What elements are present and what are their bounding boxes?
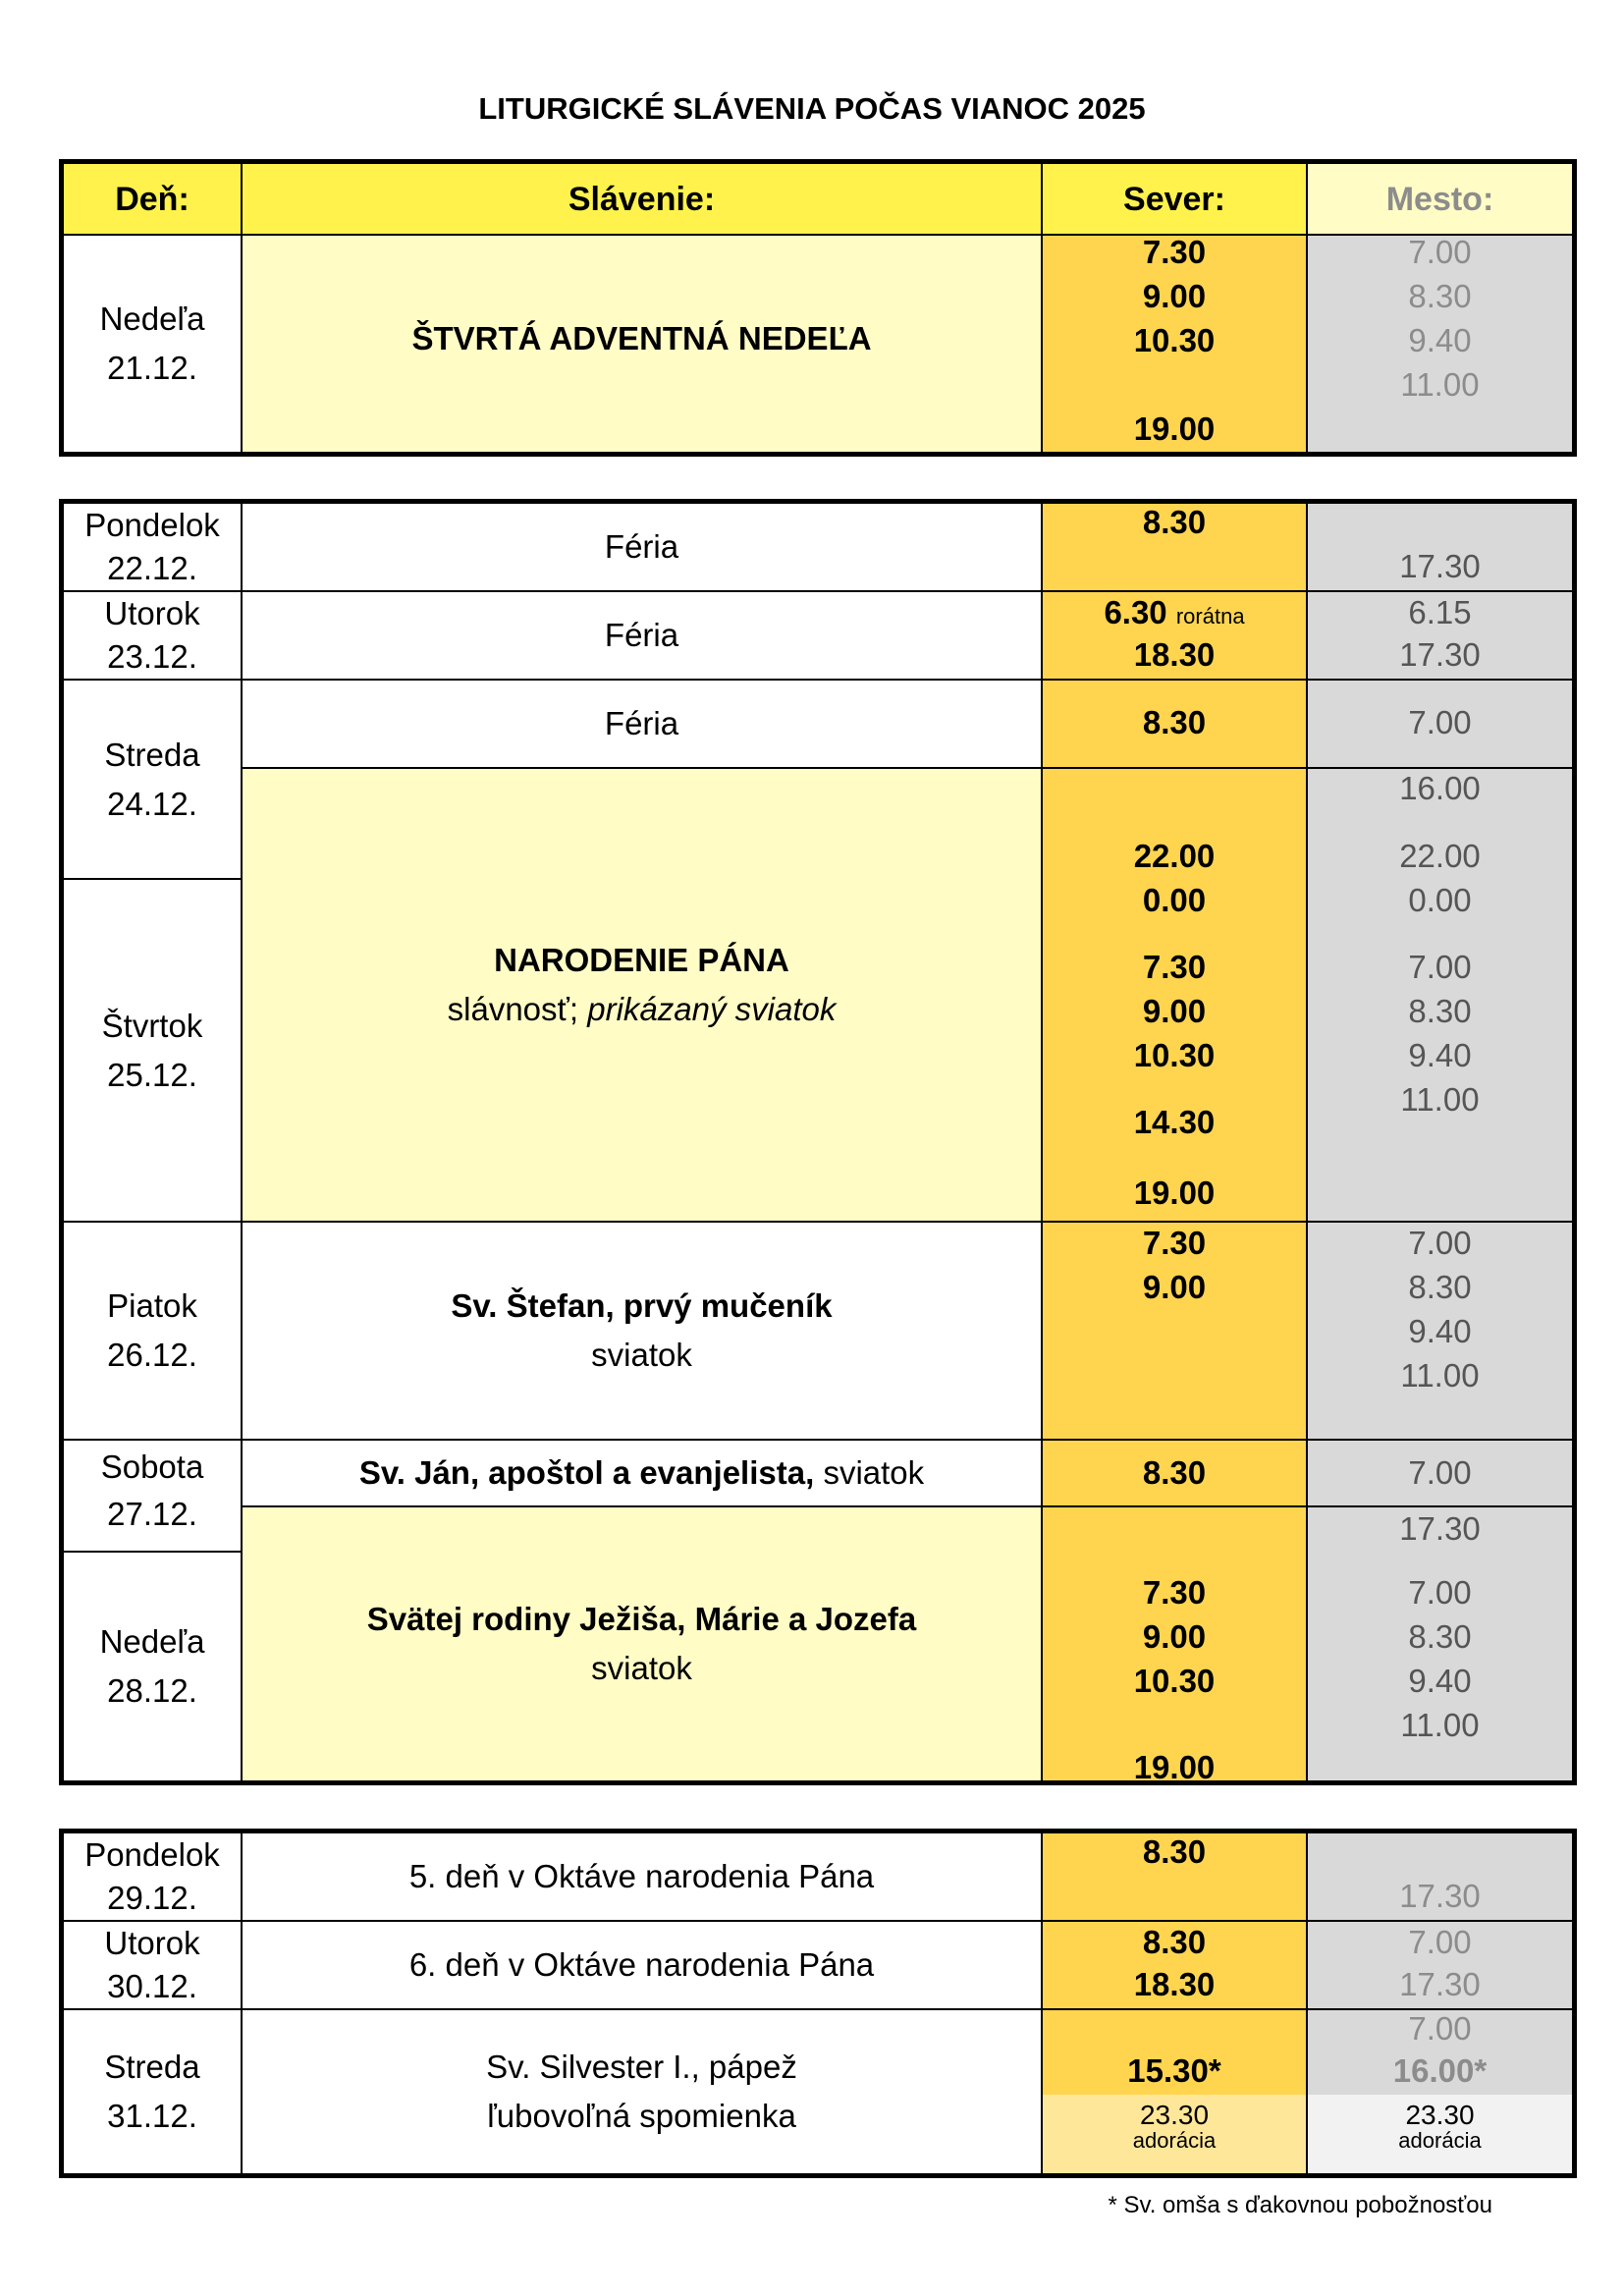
north-times [1042, 1832, 1307, 1921]
celebration-title: Sv. Silvester I., pápež [486, 2049, 797, 2085]
north-times [1042, 1440, 1307, 1506]
time: 7.30 [1142, 949, 1207, 985]
day-date: 26.12. [107, 1337, 197, 1373]
time: 8.30 [1408, 278, 1472, 314]
time: 22.00 [1399, 838, 1481, 874]
time: 7.00 [1408, 1574, 1472, 1611]
day-cell [63, 1222, 242, 1440]
time: 16.00 [1399, 770, 1481, 806]
day-date: 25.12. [107, 1056, 197, 1093]
day-cell [63, 879, 242, 1222]
header-north: Sever: [1042, 163, 1307, 235]
time: 9.40 [1408, 322, 1472, 358]
time: 8.30 [1408, 993, 1472, 1029]
north-times [1042, 2009, 1307, 2174]
time: 17.30 [1399, 636, 1481, 673]
header-celebration: Slávenie: [242, 163, 1042, 235]
north-times [1042, 503, 1307, 591]
city-times [1307, 503, 1573, 591]
time: 7.00 [1408, 234, 1472, 270]
celebration-cell [242, 1832, 1042, 1921]
day-name: Pondelok [84, 507, 220, 543]
time: 10.30 [1133, 322, 1216, 358]
day-name: Nedeľa [99, 301, 205, 337]
time: 9.00 [1142, 278, 1207, 314]
time: 11.00 [1400, 1357, 1480, 1394]
day-name: Štvrtok [101, 1007, 203, 1044]
time: 17.30 [1399, 548, 1481, 584]
time: 7.30 [1142, 1225, 1207, 1261]
time: 15.30* [1127, 2052, 1221, 2089]
day-cell [63, 591, 242, 680]
time: 6.15 [1408, 594, 1472, 630]
city-times [1307, 1222, 1573, 1440]
celebration-title: NARODENIE PÁNA [494, 942, 789, 978]
celebration-title: 5. deň v Oktáve narodenia Pána [408, 1858, 875, 1894]
day-cell [63, 1552, 242, 1781]
header-day: Deň: [63, 163, 242, 235]
celebration-rank: sviatok [591, 1337, 692, 1373]
adoration-time: 23.30 [1405, 2100, 1475, 2130]
time [1043, 590, 1306, 634]
time: 9.00 [1142, 1269, 1207, 1305]
day-date: 23.12. [107, 638, 197, 675]
time: 11.00 [1400, 1707, 1480, 1743]
celebration-rank: sviatok [823, 1454, 925, 1491]
celebration-title: 6. deň v Oktáve narodenia Pána [408, 1946, 875, 1983]
celebration-cell [242, 1506, 1042, 1781]
time: 9.40 [1408, 1313, 1472, 1349]
day-date: 24.12. [107, 785, 197, 822]
day-cell [63, 1921, 242, 2009]
time: 7.30 [1142, 234, 1207, 270]
day-date: 22.12. [107, 550, 197, 586]
celebration-title: Sv. Štefan, prvý mučeník [451, 1287, 833, 1324]
day-date: 31.12. [107, 2098, 197, 2134]
adoration-time: 23.30 [1139, 2100, 1210, 2130]
time: 7.00 [1408, 1924, 1472, 1960]
day-name: Streda [104, 736, 200, 773]
day-cell [63, 235, 242, 453]
time: 0.00 [1142, 882, 1207, 918]
north-times [1042, 768, 1307, 1222]
city-times [1307, 768, 1573, 1222]
time: 22.00 [1133, 838, 1216, 874]
celebration-cell [242, 591, 1042, 680]
celebration-cell [242, 503, 1042, 591]
time: 19.00 [1133, 410, 1216, 447]
celebration-cell [242, 1222, 1042, 1440]
celebration-line [359, 1449, 924, 1498]
celebration-rank [448, 985, 837, 1034]
day-cell [63, 680, 242, 879]
day-date: 30.12. [107, 1968, 197, 2004]
day-cell [63, 2009, 242, 2174]
north-times [1042, 680, 1307, 768]
celebration-title: Svätej rodiny Ježiša, Márie a Jozefa [366, 1601, 917, 1637]
north-times [1042, 1921, 1307, 2009]
day-cell [63, 503, 242, 591]
north-times [1042, 1506, 1307, 1785]
time: 19.00 [1133, 1175, 1216, 1211]
time: 10.30 [1133, 1037, 1216, 1073]
north-times [1042, 235, 1307, 453]
time: 7.00 [1408, 704, 1472, 740]
time: 17.30 [1399, 1878, 1481, 1914]
footnote: * Sv. omša s ďakovnou pobožnosťou [1108, 2192, 1492, 2218]
day-date: 28.12. [107, 1672, 197, 1709]
adoration-cell [1043, 2095, 1306, 2173]
schedule-table-1 [59, 159, 1577, 457]
celebration-rank: sviatok [591, 1650, 692, 1686]
page-title: LITURGICKÉ SLÁVENIA POČAS VIANOC 2025 [478, 91, 1146, 126]
celebration-cell [242, 1921, 1042, 2009]
celebration-cell [242, 680, 1042, 768]
time: 19.00 [1133, 1749, 1216, 1785]
time: 18.30 [1133, 1966, 1216, 2002]
time: 0.00 [1408, 882, 1472, 918]
time: 8.30 [1142, 704, 1207, 740]
celebration-cell [242, 235, 1042, 453]
adoration-label: adorácia [1398, 2128, 1482, 2153]
time-value: 6.30 [1104, 594, 1167, 630]
celebration-title: Féria [604, 705, 679, 741]
day-name: Utorok [104, 1925, 200, 1961]
time: 16.00* [1392, 2052, 1488, 2089]
north-times [1042, 1222, 1307, 1440]
day-cell [63, 1832, 242, 1921]
schedule-table-3 [59, 1829, 1577, 2178]
celebration-title: Féria [604, 528, 679, 565]
north-times [1042, 591, 1307, 680]
time: 8.30 [1408, 1618, 1472, 1655]
time: 14.30 [1133, 1104, 1216, 1140]
time: 9.00 [1142, 1618, 1207, 1655]
time: 11.00 [1400, 1081, 1480, 1118]
time: 9.00 [1142, 993, 1207, 1029]
time-note: rorátna [1175, 604, 1245, 629]
day-name: Streda [104, 2049, 200, 2085]
time: 9.40 [1408, 1037, 1472, 1073]
time: 7.30 [1142, 1574, 1207, 1611]
time: 10.30 [1133, 1663, 1216, 1699]
time: 17.30 [1399, 1510, 1481, 1547]
celebration-title: Féria [604, 617, 679, 653]
adoration-cell [1308, 2095, 1572, 2173]
rank-label: slávnosť; [447, 991, 579, 1027]
day-name: Utorok [104, 595, 200, 631]
day-date: 27.12. [107, 1496, 197, 1532]
city-times [1307, 1832, 1573, 1921]
time: 7.00 [1408, 2010, 1472, 2047]
time: 7.00 [1408, 1225, 1472, 1261]
day-name: Piatok [107, 1287, 197, 1324]
day-date: 29.12. [107, 1880, 197, 1916]
day-name: Nedeľa [99, 1623, 205, 1660]
day-date: 21.12. [107, 350, 197, 386]
time: 8.30 [1408, 1269, 1472, 1305]
rank-note: prikázaný sviatok [587, 991, 837, 1027]
city-times [1307, 2009, 1573, 2174]
time: 8.30 [1142, 1924, 1207, 1960]
city-times [1307, 235, 1573, 453]
header-city: Mesto: [1307, 163, 1573, 235]
time: 17.30 [1399, 1966, 1481, 2002]
city-times [1307, 1440, 1573, 1506]
city-times [1307, 1506, 1573, 1781]
time: 8.30 [1142, 504, 1207, 540]
city-times [1307, 680, 1573, 768]
city-times [1307, 591, 1573, 680]
adoration-label: adorácia [1132, 2128, 1217, 2153]
day-name: Sobota [100, 1449, 204, 1485]
celebration-cell [242, 2009, 1042, 2174]
time: 11.00 [1400, 366, 1480, 403]
city-times [1307, 1921, 1573, 2009]
celebration-title: Sv. Ján, apoštol a evanjelista, [358, 1454, 815, 1491]
time: 9.40 [1408, 1663, 1472, 1699]
celebration-cell [242, 768, 1042, 1222]
time: 8.30 [1142, 1454, 1207, 1491]
day-name: Pondelok [84, 1836, 220, 1873]
time: 8.30 [1142, 1833, 1207, 1870]
celebration-rank: ľubovoľná spomienka [487, 2098, 796, 2134]
celebration-cell [242, 1440, 1042, 1506]
time: 18.30 [1133, 636, 1216, 673]
celebration-title: ŠTVRTÁ ADVENTNÁ NEDEĽA [411, 320, 872, 356]
time: 7.00 [1408, 949, 1472, 985]
day-cell [63, 1440, 242, 1552]
time: 7.00 [1408, 1454, 1472, 1491]
schedule-table-2 [59, 499, 1577, 1785]
